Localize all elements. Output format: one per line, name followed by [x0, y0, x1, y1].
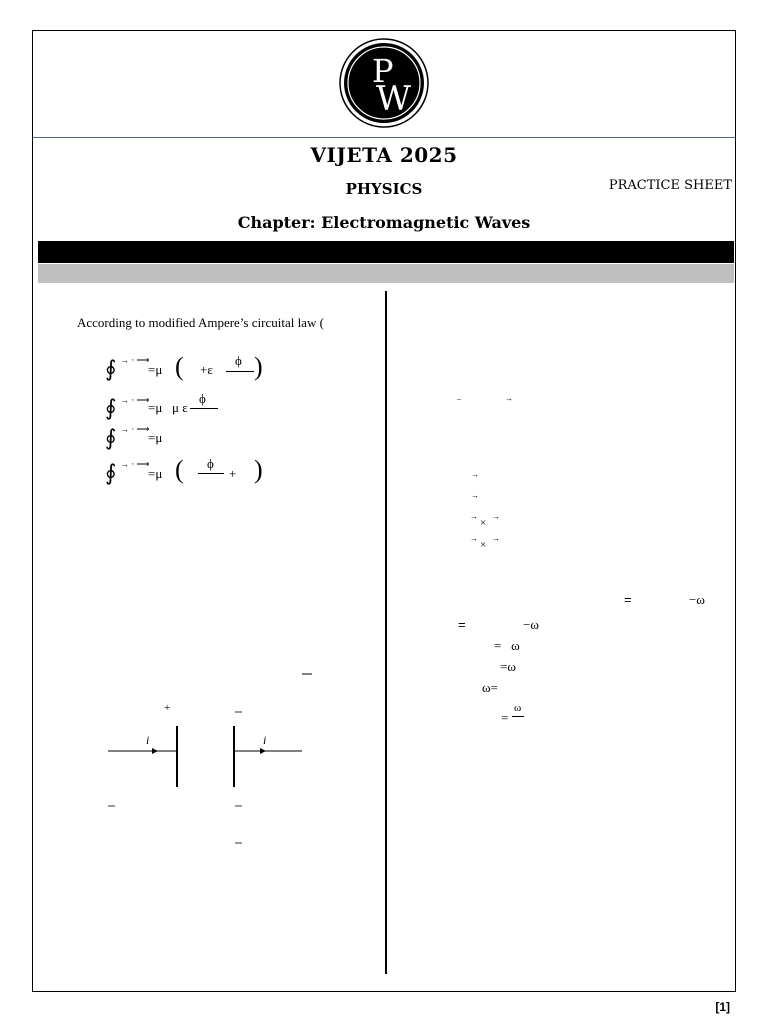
eq-f-omega: ω — [514, 702, 522, 714]
arrow-icon: → — [471, 470, 479, 479]
opt3-mu: =μ — [148, 430, 163, 445]
vector-arrows: → · ⟶ — [120, 355, 150, 365]
dash-mark: – — [457, 394, 461, 403]
eq-f-fraction-bar — [512, 716, 524, 717]
vector-arrows: → · ⟶ — [120, 459, 150, 469]
opt4-plus: + — [229, 466, 237, 481]
pw-logo — [336, 38, 432, 128]
arrow-right-icon — [260, 748, 266, 754]
page-title: VIJETA 2025 — [310, 143, 458, 167]
opt1-mu: =μ — [148, 362, 163, 377]
contour-integral-icon: ∮ — [105, 425, 117, 450]
question-text: According to modified Ampere’s circuital law ( — [77, 315, 324, 330]
eq-e: ω= — [482, 680, 498, 695]
chapter-title: Chapter: Electromagnetic Waves — [237, 213, 531, 232]
eq-a-omega: −ω — [689, 592, 705, 607]
opt4-fraction-bar — [198, 473, 224, 474]
plus-label: + — [164, 702, 171, 714]
arrow-icon: → — [470, 512, 478, 521]
cross-product-2: × — [480, 539, 487, 551]
cross-product-1: × — [480, 517, 487, 529]
eq-b-omega: −ω — [523, 617, 539, 632]
opt1-fraction-bar — [226, 371, 254, 372]
arrow-icon: → — [471, 491, 479, 500]
contour-integral-icon: ∮ — [105, 460, 117, 485]
grey-band — [38, 264, 734, 283]
current-label-left: i — [146, 733, 150, 747]
opt4-phi: ϕ — [207, 456, 214, 471]
opt4-mu: =μ — [148, 466, 163, 481]
arrow-icon: → — [492, 534, 500, 543]
opt2-mu-eps: μ ε — [172, 400, 188, 415]
subject-title: PHYSICS — [345, 180, 423, 198]
svg-text:W: W — [376, 79, 411, 119]
opt1-paren-right: ) — [254, 352, 263, 381]
opt1-epsilon: +ε — [200, 362, 213, 377]
opt1-paren-left: ( — [175, 352, 184, 381]
column-divider — [385, 291, 387, 974]
eq-c: = ω — [494, 638, 520, 653]
eq-f: = — [501, 710, 509, 725]
vector-arrows: → · ⟶ — [120, 424, 150, 434]
contour-integral-icon: ∮ — [105, 395, 117, 420]
opt2-mu: =μ — [148, 400, 163, 415]
opt2-fraction-bar — [190, 408, 218, 409]
arrow-left-icon — [152, 748, 158, 754]
current-label-right: i — [263, 733, 267, 747]
contour-integral-icon: ∮ — [105, 356, 117, 381]
eq-d: =ω — [500, 659, 516, 674]
header-divider — [33, 137, 735, 138]
capacitor-diagram — [100, 660, 320, 860]
svg-text:P: P — [372, 52, 394, 90]
arrow-icon: → — [505, 394, 513, 403]
opt1-phi: ϕ — [235, 353, 242, 368]
opt4-paren-right: ) — [254, 455, 263, 484]
arrow-icon: → — [492, 512, 500, 521]
arrow-icon: → — [470, 534, 478, 543]
vector-arrows: → · ⟶ — [120, 395, 150, 405]
page-number: [1] — [715, 1000, 730, 1014]
sheet-type-label: PRACTICE SHEET — [608, 178, 732, 193]
opt2-phi: ϕ — [199, 391, 206, 406]
eq-b: = — [458, 617, 466, 632]
black-band — [38, 241, 734, 263]
opt4-paren-left: ( — [175, 455, 184, 484]
eq-a: = — [624, 592, 632, 607]
